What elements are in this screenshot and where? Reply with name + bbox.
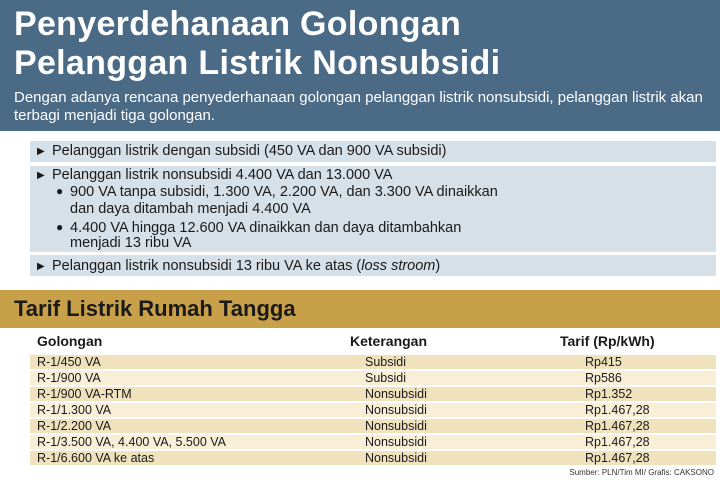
cell-tarif: Rp1.352 (585, 387, 633, 401)
cell-golongan: R-1/450 VA (37, 355, 101, 369)
column-header-tarif: Tarif (Rp/kWh) (560, 333, 655, 349)
cell-keterangan: Nonsubsidi (365, 419, 427, 433)
group-item-1: Pelanggan listrik dengan subsidi (450 VA dan 900 VA subsidi) (52, 143, 447, 159)
cell-keterangan: Nonsubsidi (365, 451, 427, 465)
group-item-2-sub-2-line-1: 4.400 VA hingga 12.600 VA dinaikkan dan daya ditambahkan (70, 220, 462, 236)
group-item-2-sub-1-line-2: dan daya ditambah menjadi 4.400 VA (70, 201, 311, 217)
cell-keterangan: Subsidi (365, 371, 406, 385)
cell-keterangan: Subsidi (365, 355, 406, 369)
cell-golongan: R-1/3.500 VA, 4.400 VA, 5.500 VA (37, 435, 227, 449)
triangle-right-icon: ▶ (37, 261, 45, 272)
table-row (30, 355, 716, 370)
table-row (30, 371, 716, 386)
cell-keterangan: Nonsubsidi (365, 387, 427, 401)
group-item-3-text: Pelanggan listrik nonsubsidi 13 ribu VA ke atas ( (52, 258, 362, 274)
cell-tarif: Rp1.467,28 (585, 403, 650, 417)
cell-golongan: R-1/1.300 VA (37, 403, 112, 417)
tariff-title-band (0, 290, 720, 328)
page-title-line-2: Pelanggan Listrik Nonsubsidi (14, 44, 501, 82)
page-subtitle: Dengan adanya rencana penyederhanaan golongan pelanggan listrik nonsubsidi, pelanggan listrik akan terbagi menjadi tiga golongan. (14, 89, 703, 124)
column-header-golongan: Golongan (37, 333, 103, 349)
table-row (30, 435, 716, 450)
cell-tarif: Rp1.467,28 (585, 435, 650, 449)
triangle-right-icon: ▶ (37, 146, 45, 157)
group-item-2-sub-1-line-1: 900 VA tanpa subsidi, 1.300 VA, 2.200 VA, dan 3.300 VA dinaikkan (70, 184, 498, 200)
cell-keterangan: Nonsubsidi (365, 403, 427, 417)
cell-tarif: Rp1.467,28 (585, 451, 650, 465)
cell-tarif: Rp586 (585, 371, 622, 385)
table-row (30, 451, 716, 466)
group-item-2: Pelanggan listrik nonsubsidi 4.400 VA dan 13.000 VA (52, 167, 393, 183)
table-row (30, 403, 716, 418)
cell-golongan: R-1/900 VA-RTM (37, 387, 132, 401)
cell-golongan: R-1/900 VA (37, 371, 101, 385)
triangle-right-icon: ▶ (37, 170, 45, 181)
cell-golongan: R-1/2.200 VA (37, 419, 112, 433)
table-row (30, 387, 716, 402)
header-banner (0, 0, 720, 131)
source-credit: Sumber: PLN/Tim MI/ Grafis: CAKSONO (569, 468, 714, 477)
dot-icon: ● (56, 220, 64, 234)
table-row (30, 419, 716, 434)
page-title-line-1: Penyerdehanaan Golongan (14, 5, 462, 43)
group-item-2-sub-2-line-2: menjadi 13 ribu VA (70, 235, 192, 251)
group-item-3-end: ) (435, 258, 441, 274)
cell-tarif: Rp1.467,28 (585, 419, 650, 433)
cell-keterangan: Nonsubsidi (365, 435, 427, 449)
customer-groups-list (0, 131, 720, 290)
cell-tarif: Rp415 (585, 355, 622, 369)
group-item-3-italic: loss stroom (361, 258, 436, 274)
column-header-keterangan: Keterangan (350, 333, 428, 349)
cell-golongan: R-1/6.600 VA ke atas (37, 451, 155, 465)
group-item-3 (52, 258, 440, 275)
dot-icon: ● (56, 184, 64, 198)
tariff-title: Tarif Listrik Rumah Tangga (14, 296, 296, 321)
